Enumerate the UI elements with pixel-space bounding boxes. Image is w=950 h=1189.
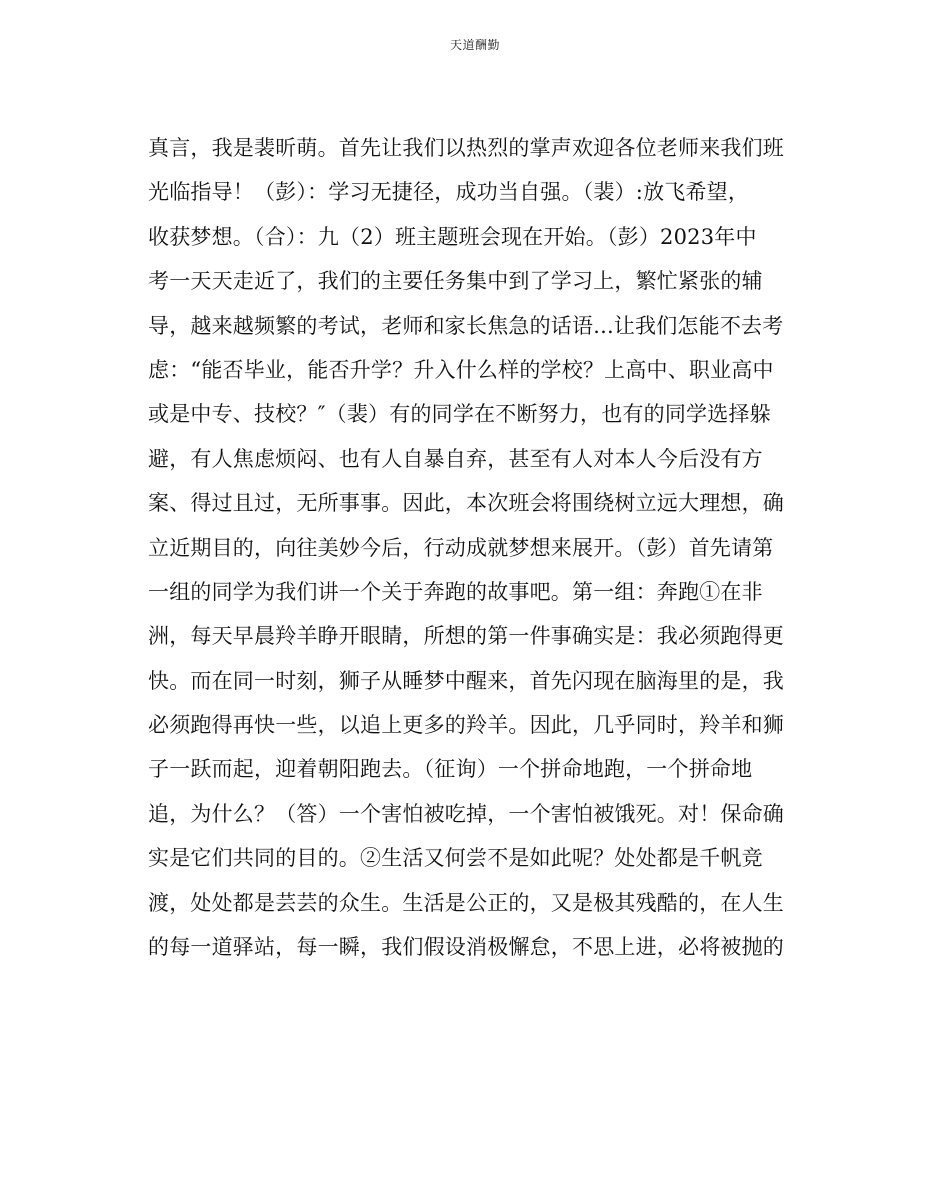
text-line: 必须跑得再快一些，以追上更多的羚羊。因此，几乎同时，羚羊和狮 — [148, 713, 784, 738]
text-line: 立近期目的，向往美妙今后，行动成就梦想来展开。（彭）首先请第 — [148, 535, 774, 560]
text-line: 洲，每天早晨羚羊睁开眼睛，所想的第一件事确实是：我必须跑得更 — [148, 624, 784, 649]
text-line: 虑：“能否毕业，能否升学？升入什么样的学校？上高中、职业高中 — [148, 357, 774, 382]
text-line: 追，为什么？（答）一个害怕被吃掉，一个害怕被饿死。对！保命确 — [148, 801, 784, 826]
text-line: 收获梦想。（合）：九（2）班主题班会现在开始。（彭）2023年中 — [148, 224, 757, 249]
text-line: 快。而在同一时刻，狮子从睡梦中醒来，首先闪现在脑海里的是，我 — [148, 668, 784, 693]
text-line: 的每一道驿站，每一瞬，我们假设消极懈怠，不思上进，必将被抛的 — [148, 935, 784, 960]
body-text — [148, 126, 803, 969]
page-header: 天道酬勤 — [449, 38, 500, 52]
text-line: 一组的同学为我们讲一个关于奔跑的故事吧。第一组：奔跑①在非 — [148, 579, 763, 604]
text-line: 渡，处处都是芸芸的众生。生活是公正的，又是极其残酷的，在人生 — [148, 890, 784, 915]
text-line: 案、得过且过，无所事事。因此，本次班会将围绕树立远大理想，确 — [148, 491, 784, 516]
text-line: 导，越来越频繁的考试，老师和家长焦急的话语...让我们怎能不去考 — [148, 313, 784, 338]
text-line: 子一跃而起，迎着朝阳跑去。（征询）一个拼命地跑，一个拼命地 — [148, 757, 753, 782]
text-line: 或是中专、技校？″（裴）有的同学在不断努力，也有的同学选择躲 — [148, 402, 771, 427]
text-line: 实是它们共同的目的。②生活又何尝不是如此呢？处处都是千帆竞 — [148, 846, 763, 871]
text-line: 真言，我是裴昕萌。首先让我们以热烈的掌声欢迎各位老师来我们班 — [148, 136, 784, 160]
text-line: 避，有人焦虑烦闷、也有人自暴自弃，甚至有人对本人今后没有方 — [148, 446, 763, 471]
text-line: 光临指导！（彭）：学习无捷径，成功当自强。（裴）:放飞希望， — [148, 180, 750, 205]
text-line: 考一天天走近了，我们的主要任务集中到了学习上，繁忙紧张的辅 — [148, 269, 763, 294]
